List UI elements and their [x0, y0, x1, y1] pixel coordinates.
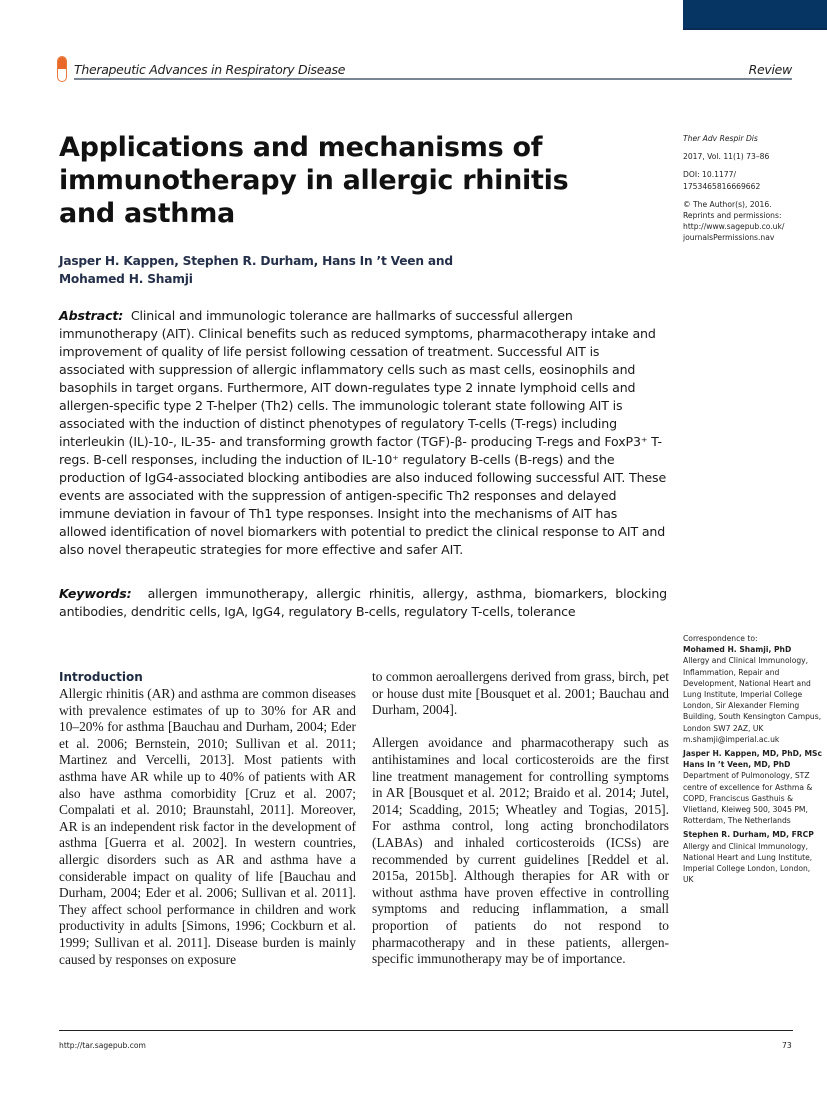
- body-column-right: [372, 669, 669, 968]
- abstract: [59, 307, 667, 559]
- author-list: [59, 252, 479, 288]
- authors-line-2: Mohamed H. Shamji: [59, 272, 193, 286]
- author-affiliation-name: Stephen R. Durham, MD, FRCP: [683, 830, 814, 840]
- corresponding-email[interactable]: m.shamji@imperial.ac.uk: [683, 734, 780, 744]
- article-type: Review: [748, 62, 792, 77]
- section-heading-introduction: Introduction: [59, 670, 143, 684]
- journal-name: Therapeutic Advances in Respiratory Disease: [74, 62, 346, 77]
- reprints-path[interactable]: journalsPermissions.nav: [683, 233, 775, 243]
- abstract-label: Abstract:: [59, 308, 124, 323]
- corresponding-address: Allergy and Clinical Immunology, Inflammation, Repair and Development, National Heart and Lung Institute, Imperial College London, Sir Alexander Fleming Building, South Kensington Campus, London SW7 2AZ, UK: [683, 656, 822, 733]
- author-affiliation-address: Allergy and Clinical Immunology, National Heart and Lung Institute, Imperial College London, London, UK: [683, 841, 813, 885]
- body-column-left: [59, 669, 356, 968]
- doi[interactable]: [683, 169, 823, 191]
- keywords-label: Keywords:: [59, 586, 132, 601]
- reprints-label: Reprints and permissions:: [683, 211, 782, 221]
- correspondence-label: Correspondence to:: [683, 634, 758, 643]
- body-paragraph: Allergen avoidance and pharmacotherapy such as antihistamines and local corticosteroids are the first line treatment management for controlling symptoms in AR [Bousquet et al. 2012; Braido et al. 2014; Jutel, 2014; Scadding, 2015; Wheatley and Togias, 2015]. For asthma control, long acting bronchodilators (LABAs) and inhaled corticosteroids (ICSs) are recommended by current guidelines [Reddel et al. 2015a, 2015b]. Although therapies for AR with or without asthma have proven effective in controlling symptoms and reducing inflammation, a small proportion of patients do not respond to pharmacotherapy and in these patients, allergen-specific immunotherapy may be of importance.: [372, 735, 669, 967]
- journal-abbreviation: Ther Adv Respir Dis: [683, 134, 758, 143]
- article-title: Applications and mechanisms of immunotherapy in allergic rhinitis and asthma: [59, 132, 569, 229]
- doi-value: 1753465816669662: [683, 181, 761, 191]
- authors-line-1: Jasper H. Kappen, Stephen R. Durham, Hans In ’t Veen and: [59, 254, 453, 268]
- author-affiliation-address: Department of Pulmonology, STZ centre of excellence for Asthma & COPD, Franciscus Gasthuis & Vlietland, Kleiweg 500, 3045 PM, Rotterdam, The Netherlands: [683, 771, 813, 826]
- capsule-logo-icon: [57, 56, 67, 82]
- page-number: 73: [782, 1041, 792, 1050]
- volume-info: 2017, Vol. 11(1) 73–86: [683, 152, 770, 162]
- keywords: [59, 585, 667, 621]
- footer-rule: [59, 1030, 793, 1031]
- article-meta: [683, 133, 823, 244]
- body-paragraph: to common aeroallergens derived from grass, birch, pet or house dust mite [Bousquet et al. 2001; Bauchau and Durham, 2004].: [372, 669, 669, 718]
- footer-url[interactable]: http://tar.sagepub.com: [59, 1041, 146, 1050]
- reprints-url[interactable]: http://www.sagepub.co.uk/: [683, 222, 785, 232]
- reprints-link[interactable]: [683, 221, 823, 243]
- header-rule: [74, 78, 792, 80]
- running-head: [57, 54, 792, 80]
- body-paragraph: Allergic rhinitis (AR) and asthma are common diseases with prevalence estimates of up to 30% for AR and 10–20% for asthma [Bauchau and Durham, 2004; Eder et al. 2006; Bernstein, 2010; Sullivan et al. 2011; Martinez and Vercelli, 2013]. Most patients with asthma have AR while up to 40% of patients with AR also have asthma comorbidity [Cruz et al. 2007; Compalati et al. 2010; Braunstahl, 2011]. Moreover, AR is an independent risk factor in the development of asthma [Guerra et al. 2002]. In western countries, allergic disorders such as AR and asthma have a considerable impact on quality of life [Bauchau and Durham, 2004; Eder et al. 2006; Sullivan et al. 2011]. They affect school performance in children and work productivity in adults [Simons, 1996; Cockburn et al. 1999; Sullivan et al. 2011]. Disease burden is mainly caused by responses on exposure: [59, 686, 356, 967]
- author-affiliation-name: Jasper H. Kappen, MD, PhD, MSc: [683, 749, 823, 759]
- correspondence-sidebar: [683, 633, 823, 888]
- copyright: © The Author(s), 2016.: [683, 199, 772, 209]
- corresponding-author: Mohamed H. Shamji, PhD: [683, 645, 792, 655]
- doi-label: DOI: 10.1177/: [683, 170, 736, 180]
- journal-brand-block: [683, 0, 827, 30]
- keywords-text: allergen immunotherapy, allergic rhinitis, allergy, asthma, biomarkers, blocking antibodies, dendritic cells, IgA, IgG4, regulatory B-cells, regulatory T-cells, tolerance: [59, 586, 667, 619]
- author-affiliation-name: Hans In ’t Veen, MD, PhD: [683, 760, 791, 770]
- abstract-text: Clinical and immunologic tolerance are hallmarks of successful allergen immunotherapy (AIT). Clinical benefits such as reduced symptoms, pharmacotherapy intake and improvement of quality of life persist following cessation of treatment. Successful AIT is associated with suppression of allergic inflammatory cells such as mast cells, eosinophils and basophils in target organs. Furthermore, AIT down-regulates type 2 innate lymphoid cells and allergen-specific type 2 T-helper (Th2) cells. The immunologic tolerant state following AIT is associated with the induction of distinct phenotypes of regulatory T-cells (T-regs) including interleukin (IL)-10-, IL-35- and transforming growth factor (TGF)-β- producing T-regs and FoxP3⁺ T-regs. B-cell responses, including the induction of IL-10⁺ regulatory B-cells (B-regs) and the production of IgG4-associated blocking antibodies are also induced following successful AIT. These events are associated with the suppression of antigen-specific Th2 responses and delayed immune deviation in favour of Th1 type responses. Insight into the mechanisms of AIT has allowed identification of novel biomarkers with potential to predict the clinical response to AIT and also novel therapeutic strategies for more effective and safer AIT.: [59, 308, 667, 557]
